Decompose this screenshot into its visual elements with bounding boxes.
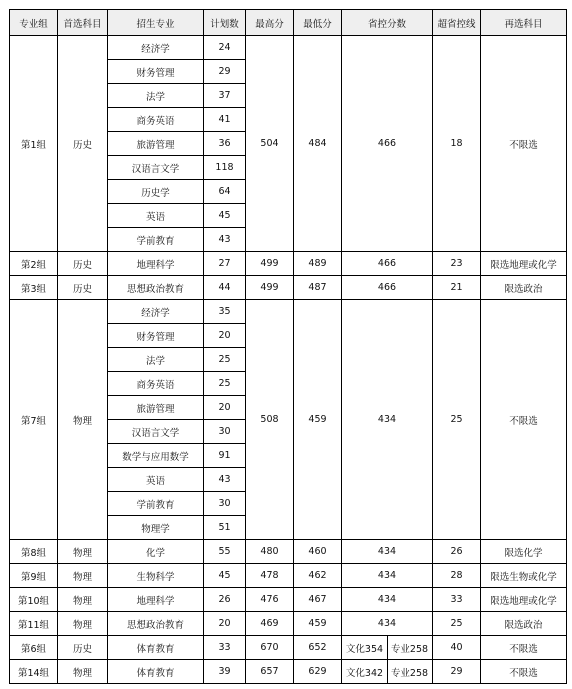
over-control-cell: 40	[433, 636, 481, 660]
group-cell: 第2组	[10, 252, 58, 276]
header-group: 专业组	[10, 10, 58, 36]
min-score-cell: 459	[294, 300, 342, 540]
plan-cell: 41	[204, 108, 246, 132]
max-score-cell: 478	[246, 564, 294, 588]
control-score-cell: 434	[342, 300, 433, 540]
major-cell: 经济学	[108, 300, 204, 324]
plan-cell: 51	[204, 516, 246, 540]
max-score-cell: 508	[246, 300, 294, 540]
table-row	[10, 636, 567, 660]
major-cell: 法学	[108, 84, 204, 108]
header-over-control: 超省控线	[433, 10, 481, 36]
plan-cell: 55	[204, 540, 246, 564]
control-major-score: 专业258	[390, 643, 429, 655]
plan-cell: 45	[204, 564, 246, 588]
header-control-score: 省控分数	[342, 10, 433, 36]
table-row	[10, 300, 567, 324]
control-score-cell	[342, 660, 433, 684]
min-score-cell: 487	[294, 276, 342, 300]
control-score-cell: 434	[342, 564, 433, 588]
elective-cell: 限选生物或化学	[481, 564, 567, 588]
major-cell: 商务英语	[108, 108, 204, 132]
header-max-score: 最高分	[246, 10, 294, 36]
elective-cell: 不限选	[481, 36, 567, 252]
group-cell: 第7组	[10, 300, 58, 540]
major-cell: 数学与应用数学	[108, 444, 204, 468]
major-cell: 法学	[108, 348, 204, 372]
major-cell: 历史学	[108, 180, 204, 204]
table-row	[10, 540, 567, 564]
header-row	[10, 10, 567, 36]
major-cell: 经济学	[108, 36, 204, 60]
max-score-cell: 499	[246, 252, 294, 276]
plan-cell: 20	[204, 324, 246, 348]
first-subject-cell: 物理	[58, 564, 108, 588]
plan-cell: 37	[204, 84, 246, 108]
table-row	[10, 588, 567, 612]
control-score-cell: 434	[342, 612, 433, 636]
plan-cell: 39	[204, 660, 246, 684]
major-cell: 地理科学	[108, 588, 204, 612]
max-score-cell: 504	[246, 36, 294, 252]
table-row	[10, 36, 567, 60]
plan-cell: 30	[204, 492, 246, 516]
table-row	[10, 276, 567, 300]
min-score-cell: 462	[294, 564, 342, 588]
table-row	[10, 660, 567, 684]
over-control-cell: 23	[433, 252, 481, 276]
plan-cell: 118	[204, 156, 246, 180]
first-subject-cell: 物理	[58, 612, 108, 636]
major-cell: 化学	[108, 540, 204, 564]
over-control-cell: 33	[433, 588, 481, 612]
elective-cell: 限选政治	[481, 612, 567, 636]
over-control-cell: 18	[433, 36, 481, 252]
major-cell: 汉语言文学	[108, 420, 204, 444]
over-control-cell: 28	[433, 564, 481, 588]
header-min-score: 最低分	[294, 10, 342, 36]
min-score-cell: 459	[294, 612, 342, 636]
major-cell: 思想政治教育	[108, 612, 204, 636]
plan-cell: 91	[204, 444, 246, 468]
plan-cell: 29	[204, 60, 246, 84]
over-control-cell: 29	[433, 660, 481, 684]
first-subject-cell: 历史	[58, 36, 108, 252]
plan-cell: 33	[204, 636, 246, 660]
group-cell: 第1组	[10, 36, 58, 252]
major-cell: 物理学	[108, 516, 204, 540]
header-elective: 再选科目	[481, 10, 567, 36]
header-plan: 计划数	[204, 10, 246, 36]
control-score-cell: 434	[342, 540, 433, 564]
plan-cell: 30	[204, 420, 246, 444]
major-cell: 旅游管理	[108, 396, 204, 420]
plan-cell: 25	[204, 372, 246, 396]
major-cell: 思想政治教育	[108, 276, 204, 300]
group-cell: 第11组	[10, 612, 58, 636]
first-subject-cell: 物理	[58, 300, 108, 540]
max-score-cell: 657	[246, 660, 294, 684]
max-score-cell: 476	[246, 588, 294, 612]
first-subject-cell: 物理	[58, 540, 108, 564]
control-score-cell: 466	[342, 276, 433, 300]
plan-cell: 43	[204, 468, 246, 492]
min-score-cell: 467	[294, 588, 342, 612]
elective-cell: 不限选	[481, 660, 567, 684]
elective-cell: 限选政治	[481, 276, 567, 300]
control-score-cell	[342, 636, 433, 660]
major-cell: 英语	[108, 468, 204, 492]
header-major: 招生专业	[108, 10, 204, 36]
plan-cell: 24	[204, 36, 246, 60]
group-cell: 第6组	[10, 636, 58, 660]
plan-cell: 36	[204, 132, 246, 156]
major-cell: 英语	[108, 204, 204, 228]
control-culture-score: 文化342	[342, 660, 388, 683]
group-cell: 第3组	[10, 276, 58, 300]
major-cell: 地理科学	[108, 252, 204, 276]
control-major-score: 专业258	[390, 667, 429, 679]
major-cell: 生物科学	[108, 564, 204, 588]
min-score-cell: 652	[294, 636, 342, 660]
elective-cell: 限选地理或化学	[481, 588, 567, 612]
admission-score-table	[9, 9, 567, 684]
major-cell: 学前教育	[108, 492, 204, 516]
plan-cell: 26	[204, 588, 246, 612]
major-cell: 学前教育	[108, 228, 204, 252]
over-control-cell: 25	[433, 300, 481, 540]
major-cell: 汉语言文学	[108, 156, 204, 180]
major-cell: 财务管理	[108, 60, 204, 84]
max-score-cell: 469	[246, 612, 294, 636]
plan-cell: 27	[204, 252, 246, 276]
plan-cell: 20	[204, 612, 246, 636]
group-cell: 第10组	[10, 588, 58, 612]
min-score-cell: 484	[294, 36, 342, 252]
major-cell: 商务英语	[108, 372, 204, 396]
first-subject-cell: 历史	[58, 636, 108, 660]
min-score-cell: 460	[294, 540, 342, 564]
group-cell: 第8组	[10, 540, 58, 564]
max-score-cell: 670	[246, 636, 294, 660]
group-cell: 第9组	[10, 564, 58, 588]
table-row	[10, 564, 567, 588]
over-control-cell: 21	[433, 276, 481, 300]
first-subject-cell: 物理	[58, 660, 108, 684]
header-first-subject: 首选科目	[58, 10, 108, 36]
max-score-cell: 480	[246, 540, 294, 564]
control-score-cell: 466	[342, 252, 433, 276]
first-subject-cell: 历史	[58, 276, 108, 300]
plan-cell: 20	[204, 396, 246, 420]
first-subject-cell: 历史	[58, 252, 108, 276]
major-cell: 旅游管理	[108, 132, 204, 156]
over-control-cell: 25	[433, 612, 481, 636]
elective-cell: 限选地理或化学	[481, 252, 567, 276]
major-cell: 体育教育	[108, 660, 204, 684]
plan-cell: 25	[204, 348, 246, 372]
plan-cell: 43	[204, 228, 246, 252]
first-subject-cell: 物理	[58, 588, 108, 612]
max-score-cell: 499	[246, 276, 294, 300]
min-score-cell: 489	[294, 252, 342, 276]
over-control-cell: 26	[433, 540, 481, 564]
plan-cell: 35	[204, 300, 246, 324]
group-cell: 第14组	[10, 660, 58, 684]
major-cell: 财务管理	[108, 324, 204, 348]
table-row	[10, 252, 567, 276]
plan-cell: 64	[204, 180, 246, 204]
elective-cell: 不限选	[481, 300, 567, 540]
control-score-cell: 466	[342, 36, 433, 252]
min-score-cell: 629	[294, 660, 342, 684]
control-score-cell: 434	[342, 588, 433, 612]
elective-cell: 限选化学	[481, 540, 567, 564]
table-row	[10, 612, 567, 636]
plan-cell: 44	[204, 276, 246, 300]
elective-cell: 不限选	[481, 636, 567, 660]
major-cell: 体育教育	[108, 636, 204, 660]
plan-cell: 45	[204, 204, 246, 228]
control-culture-score: 文化354	[342, 636, 388, 659]
